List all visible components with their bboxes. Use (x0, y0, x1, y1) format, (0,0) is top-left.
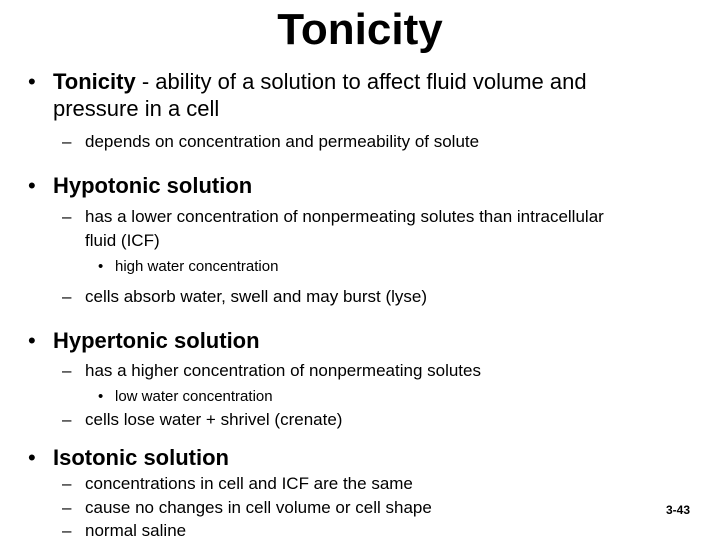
hypertonic-heading: Hypertonic solution (53, 328, 260, 353)
tonicity-definition-line1 (53, 69, 587, 95)
tonicity-definition-text: - ability of a solution to affect fluid volume and (135, 69, 587, 94)
isotonic-sub1: concentrations in cell and ICF are the same (85, 474, 413, 493)
isotonic-sub2: cause no changes in cell volume or cell shape (85, 498, 432, 517)
hypotonic-sub1-line1: has a lower concentration of nonpermeating solutes than intracellular (85, 207, 604, 226)
dash-marker: – (62, 498, 72, 517)
hypertonic-sub1: has a higher concentration of nonpermeating solutes (85, 361, 481, 380)
dash-marker: – (62, 132, 72, 151)
bullet-marker: • (28, 445, 36, 470)
dash-marker: – (62, 410, 72, 429)
slide-number: 3-43 (666, 503, 691, 517)
dash-marker: – (62, 361, 72, 380)
sub-bullet-marker: • (98, 388, 104, 405)
page-title: Tonicity (277, 5, 443, 54)
dash-marker: – (62, 521, 72, 540)
bullet-marker: • (28, 173, 36, 198)
dash-marker: – (62, 287, 72, 306)
isotonic-heading: Isotonic solution (53, 445, 229, 470)
tonicity-sub1: depends on concentration and permeability of solute (85, 132, 480, 151)
tonicity-definition-line2: pressure in a cell (53, 96, 220, 121)
bullet-marker: • (28, 69, 36, 94)
hypotonic-sub1-line2: fluid (ICF) (85, 231, 160, 250)
bullet-marker: • (28, 328, 36, 353)
tonicity-term: Tonicity (53, 69, 136, 94)
hypertonic-sub1-detail: low water concentration (115, 388, 273, 405)
isotonic-sub3: normal saline (85, 521, 187, 540)
hypertonic-sub2: cells lose water + shrivel (crenate) (85, 410, 343, 429)
dash-marker: – (62, 207, 72, 226)
dash-marker: – (62, 474, 72, 493)
hypotonic-heading: Hypotonic solution (53, 173, 253, 198)
hypotonic-sub1-detail: high water concentration (115, 258, 279, 275)
sub-bullet-marker: • (98, 258, 104, 275)
hypotonic-sub2: cells absorb water, swell and may burst (lyse) (85, 287, 428, 306)
